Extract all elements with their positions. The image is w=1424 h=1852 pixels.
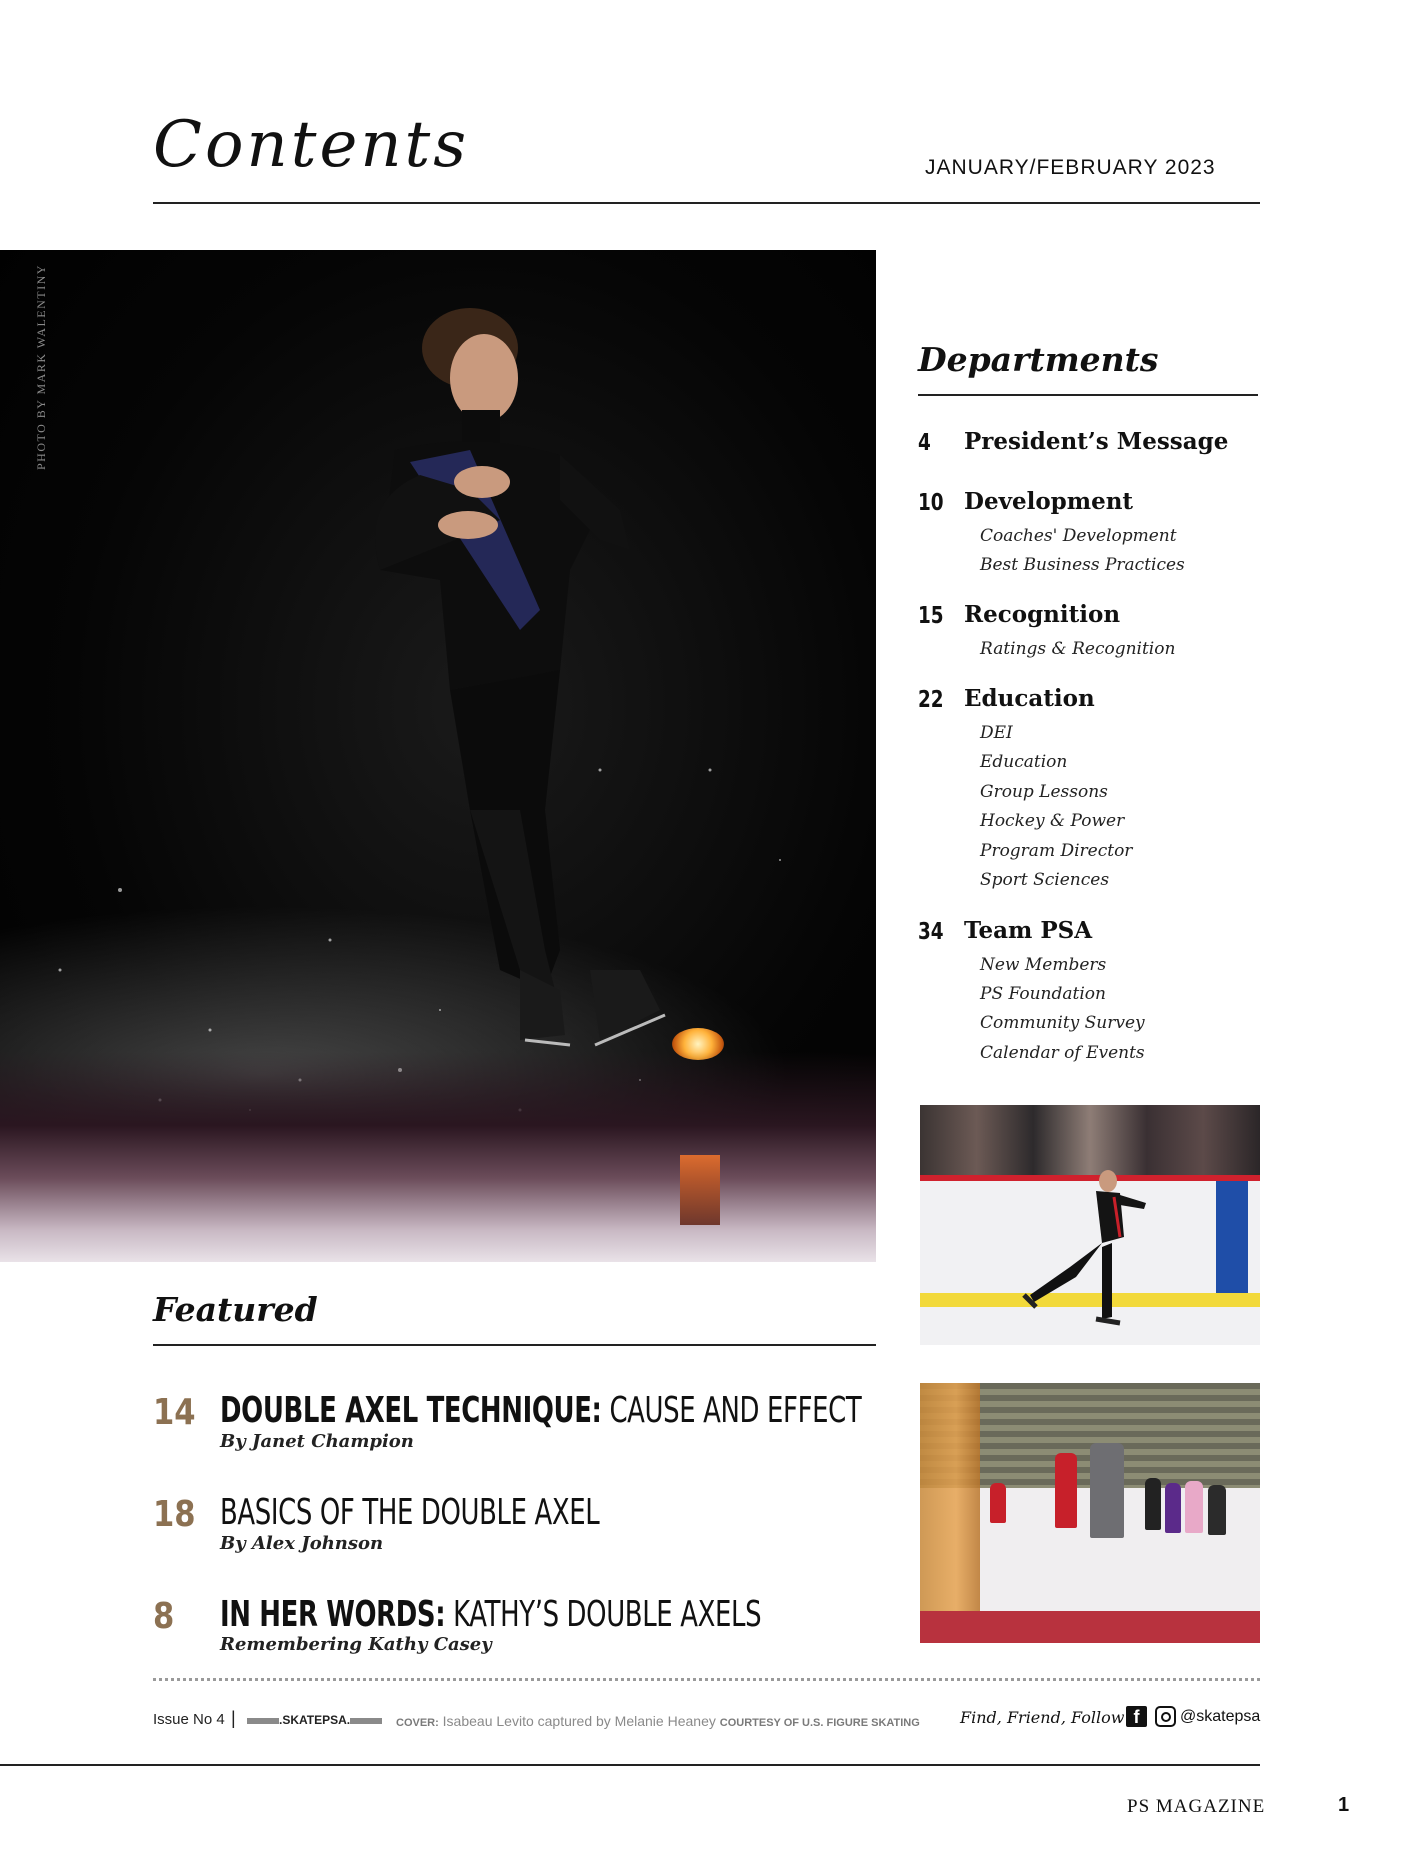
child-skater (1165, 1483, 1181, 1533)
featured-byline: Remembering Kathy Casey (220, 1634, 492, 1655)
department-subsection: Program Director (980, 841, 1133, 861)
featured-title-rest: BASICS OF THE DOUBLE AXEL (220, 1492, 600, 1533)
instagram-icon[interactable] (1155, 1706, 1176, 1727)
logo-text: .SKATEPSA. (279, 1713, 351, 1727)
department-page-number: 15 (918, 603, 944, 629)
footer-divider (0, 1764, 1260, 1766)
department-subsection: Education (980, 752, 1068, 772)
department-subsection: Ratings & Recognition (980, 639, 1176, 659)
photo-credit: PHOTO BY MARK WALENTINY (34, 264, 48, 470)
cover-label: COVER: (396, 1717, 439, 1729)
department-subsection: Coaches' Development (980, 526, 1177, 546)
skatepsa-logo[interactable] (247, 1713, 382, 1727)
skater-figure (1016, 1167, 1146, 1327)
featured-title-bold: IN HER WORDS: (220, 1594, 446, 1635)
cover-text: Isabeau Levito captured by Melanie Heaney (438, 1713, 720, 1729)
cover-credit (396, 1713, 920, 1729)
social-follow-label: Find, Friend, Follow (960, 1708, 1125, 1727)
featured-title-bold: DOUBLE AXEL TECHNIQUE: (220, 1390, 602, 1431)
light-reflection (680, 1155, 720, 1225)
coach-figure (1090, 1443, 1124, 1538)
department-title: Education (964, 685, 1095, 712)
dotted-divider (153, 1678, 1260, 1681)
issue-date: JANUARY/FEBRUARY 2023 (925, 156, 1216, 179)
featured-page-number: 18 (153, 1494, 196, 1535)
child-skater (1145, 1478, 1161, 1530)
department-page-number: 4 (918, 430, 931, 456)
footer-separator: | (231, 1708, 236, 1728)
department-page-number: 34 (918, 919, 944, 945)
page-title: Contents (153, 108, 470, 182)
child-skater (1185, 1481, 1203, 1533)
featured-title-rest: KATHY’S DOUBLE AXELS (445, 1594, 762, 1635)
skater-rink-photo (920, 1105, 1260, 1345)
page-number: 1 (1338, 1794, 1350, 1816)
cone-foreground (920, 1383, 980, 1643)
ice-surface (0, 1052, 876, 1262)
featured-title (220, 1492, 599, 1533)
cover-courtesy: COURTESY OF U.S. FIGURE SKATING (719, 1717, 920, 1729)
featured-page-number: 8 (153, 1596, 175, 1637)
department-subsection: Sport Sciences (980, 870, 1110, 890)
coach-figure (1055, 1453, 1077, 1528)
featured-byline: By Alex Johnson (220, 1533, 384, 1554)
header-divider (153, 202, 1260, 204)
child-skater (1208, 1485, 1226, 1535)
department-subsection: Calendar of Events (980, 1043, 1145, 1063)
departments-divider (918, 394, 1258, 396)
department-title: Recognition (964, 601, 1121, 628)
department-page-number: 22 (918, 687, 944, 713)
logo-bar (350, 1718, 382, 1724)
department-subsection: Hockey & Power (980, 811, 1125, 831)
hero-photo (0, 250, 876, 1262)
group-lesson-photo (920, 1383, 1260, 1643)
department-subsection: Group Lessons (980, 782, 1108, 802)
featured-title-rest: CAUSE AND EFFECT (601, 1390, 862, 1431)
facebook-icon[interactable]: f (1126, 1706, 1147, 1727)
issue-number: Issue No 4 (153, 1711, 225, 1728)
department-subsection: New Members (980, 955, 1107, 975)
logo-bar (247, 1718, 279, 1724)
department-title: President’s Message (964, 428, 1229, 455)
featured-title (220, 1390, 861, 1431)
department-subsection: DEI (980, 723, 1013, 743)
featured-page-number: 14 (153, 1392, 196, 1433)
featured-title (220, 1594, 761, 1635)
rink-board-panel (1216, 1181, 1248, 1303)
social-handle[interactable]: @skatepsa (1180, 1708, 1261, 1725)
department-title: Development (964, 488, 1134, 515)
child-skater (990, 1483, 1006, 1523)
department-title: Team PSA (964, 917, 1093, 944)
featured-heading: Featured (153, 1290, 318, 1329)
rink-board (920, 1611, 1260, 1643)
department-subsection: PS Foundation (980, 984, 1106, 1004)
featured-divider (153, 1344, 876, 1346)
departments-heading: Departments (918, 340, 1159, 379)
department-subsection: Community Survey (980, 1013, 1145, 1033)
featured-byline: By Janet Champion (220, 1431, 414, 1452)
magazine-name: PS MAGAZINE (1127, 1796, 1266, 1817)
department-page-number: 10 (918, 490, 944, 516)
department-subsection: Best Business Practices (980, 555, 1185, 575)
